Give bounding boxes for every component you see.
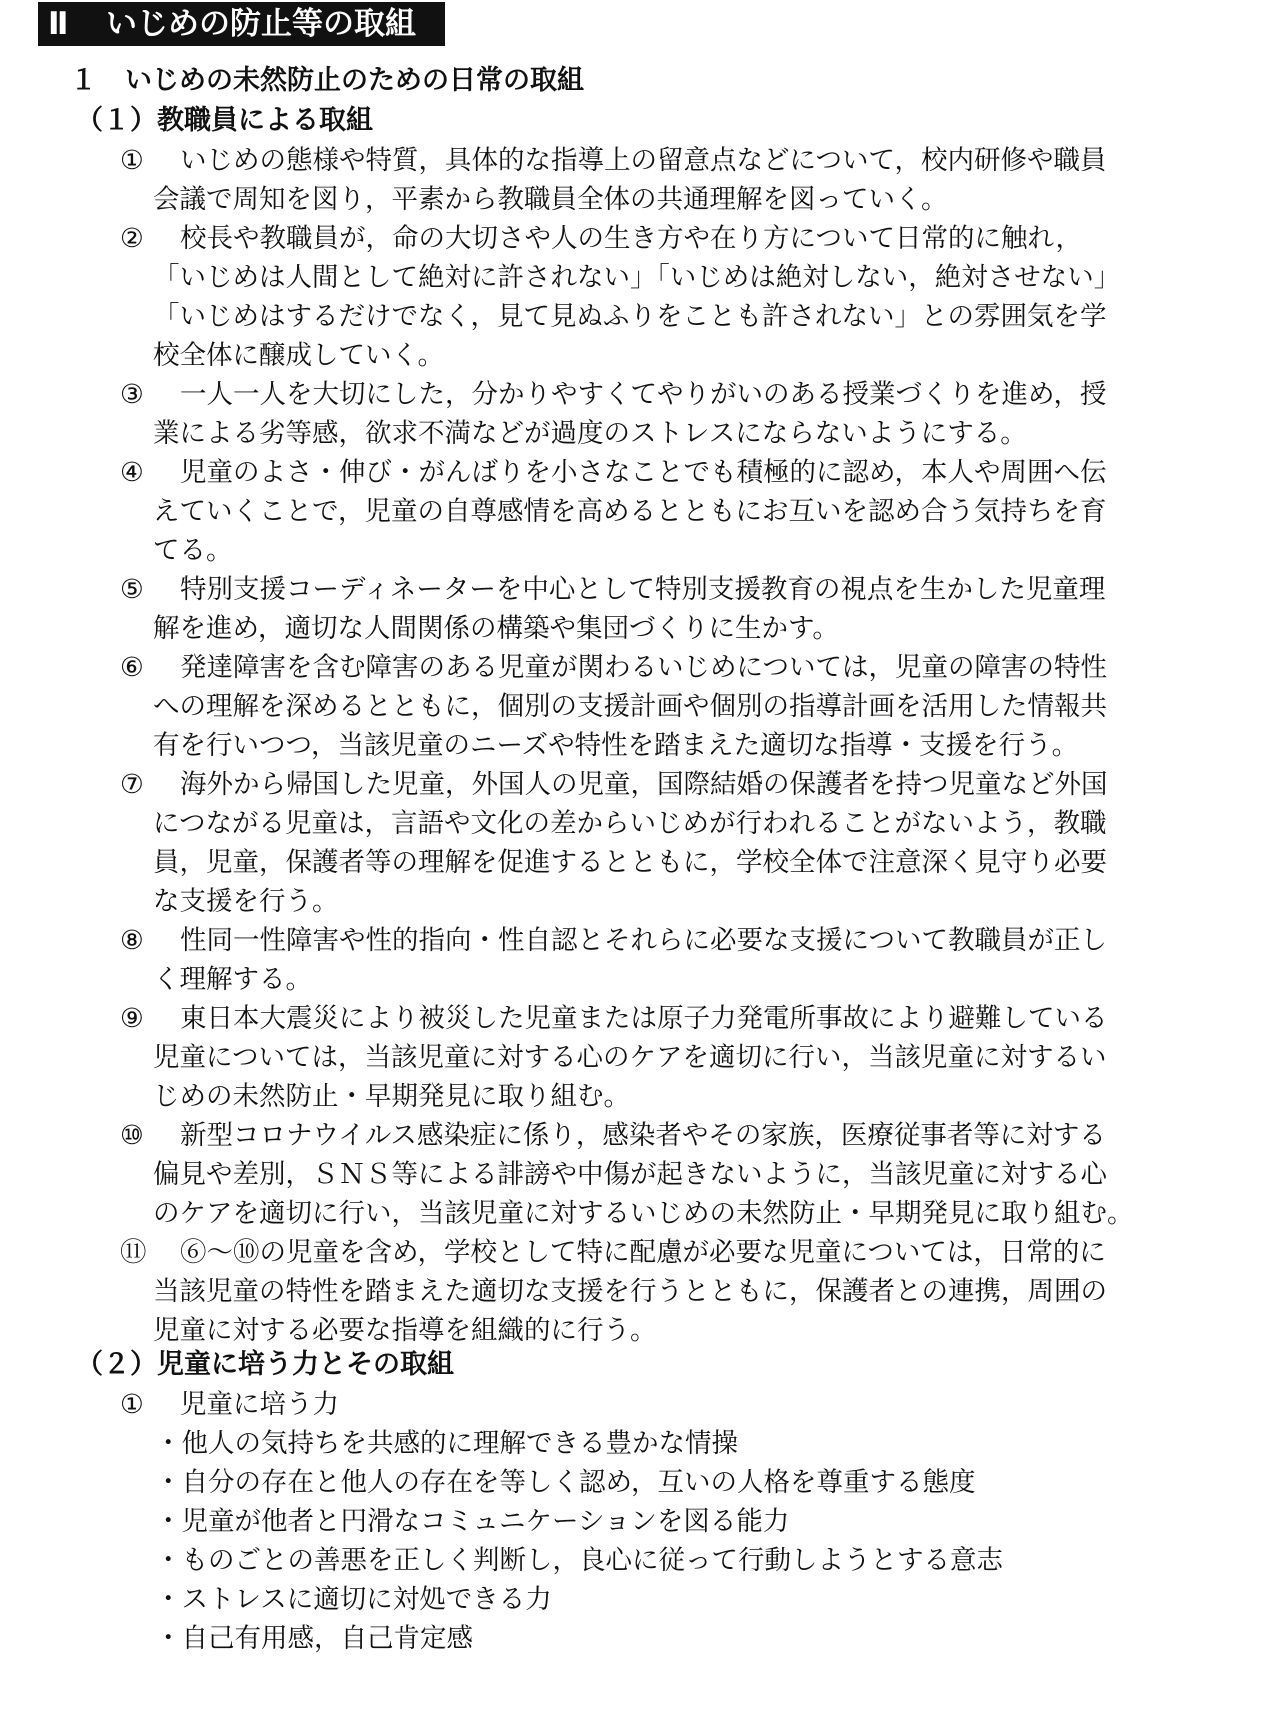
list-item [120,1233,1225,1350]
item-text: えていくことで，児童の自尊感情を高めるとともにお互いを認め合う気持ちを育 [153,496,1107,527]
item-marker: ⑤ [120,574,144,605]
item-line [120,1233,1225,1272]
chapter-number: Ⅱ [48,6,69,42]
item-line [120,1311,1225,1350]
bullet-list [155,1424,1003,1658]
item-text: 東日本大震災により被災した児童または原子力発電所事故により避難している [180,1003,1108,1034]
item-text: 児童に対する必要な指導を組織的に行う。 [153,1315,657,1346]
item-line [120,141,1225,180]
bullet-item: ・他人の気持ちを共感的に理解できる豊かな情操 [155,1428,738,1459]
item-line [120,375,1225,414]
item-text: 海外から帰国した児童，外国人の児童，国際結婚の保護者を持つ児童など外国 [180,769,1108,800]
section-number: １ [70,65,97,96]
item-marker: ⑥ [120,652,144,683]
item-text: 「いじめはするだけでなく，見て見ぬふりをことも許されない」との雰囲気を学 [153,301,1107,332]
item-text: く理解する。 [153,964,312,995]
item-text: 校長や教職員が，命の大切さや人の生き方や在り方について日常的に触れ， [180,223,1083,254]
item-line [120,687,1225,726]
item-text: 解を進め，適切な人間関係の構築や集団づくりに生かす。 [153,613,839,644]
item-line [120,999,1225,1038]
section-title: いじめの未然防止のための日常の取組 [125,65,584,96]
item-text: 有を行いつつ，当該児童のニーズや特性を踏まえた適切な指導・支援を行う。 [153,730,1079,761]
item-marker: ⑨ [120,1003,144,1034]
item-text: 偏見や差別，ＳＮＳ等による誹謗や中傷が起きないように，当該児童に対する心 [153,1159,1107,1190]
item-text: 会議で周知を図り，平素から教職員全体の共通理解を図っていく。 [153,184,948,215]
bullet-item: ・児童が他者と円滑なコミュニケーションを図る能力 [155,1506,790,1537]
item-line [120,531,1225,570]
list-item [120,570,1225,648]
item-line [120,1116,1225,1155]
item-line [120,336,1225,375]
bullet-item: ・自己有用感，自己肯定感 [155,1623,473,1654]
item-marker: ⑩ [120,1120,144,1151]
item-text: 校全体に醸成していく。 [153,340,444,371]
bullet-item: ・ものごとの善悪を正しく判断し，良心に従って行動しようとする意志 [155,1545,1003,1576]
item-text: な支援を行う。 [153,886,339,917]
item-line [120,1077,1225,1116]
item-marker: ③ [120,379,144,410]
item-line [120,219,1225,258]
item-text: 特別支援コーディネーターを中心として特別支援教育の視点を生かした児童理 [180,574,1106,605]
item-text: 業による劣等感，欲求不満などが過度のストレスにならないようにする。 [153,418,1027,449]
item-line [120,258,1225,297]
list-item [120,648,1225,765]
item-line [120,1272,1225,1311]
item-text: 児童のよさ・伸び・がんばりを小さなことでも積極的に認め，本人や周囲へ伝 [180,457,1107,488]
item-text: のケアを適切に行い，当該児童に対するいじめの未然防止・早期発見に取り組む。 [153,1198,1134,1229]
item-line [120,804,1225,843]
list-item [120,375,1225,453]
item-text: てる。 [153,535,233,566]
item-text: 発達障害を含む障害のある児童が関わるいじめについては，児童の障害の特性 [180,652,1107,683]
item-line [120,648,1225,687]
item-line [120,297,1225,336]
list-item [120,1116,1225,1233]
chapter-title: いじめの防止等の取組 [106,6,416,42]
item-text: 性同一性障害や性的指向・性自認とそれらに必要な支援について教職員が正し [180,925,1107,956]
item-text: 当該児童の特性を踏まえた適切な支援を行うとともに，保護者との連携，周囲の [153,1276,1107,1307]
list-item [120,999,1225,1116]
item-marker: ① [120,145,144,176]
item-text: につながる児童は，言語や文化の差からいじめが行われることがないよう，教職 [153,808,1107,839]
item-line [120,1038,1225,1077]
item-text: 児童に培う力 [180,1389,339,1420]
item-text: 一人一人を大切にした，分かりやすくてやりがいのある授業づくりを進め，授 [180,379,1107,410]
item-line [120,1155,1225,1194]
item-line [120,492,1225,531]
bullet-item: ・自分の存在と他人の存在を等しく認め，互いの人格を尊重する態度 [155,1467,976,1498]
item-line [120,726,1225,765]
item-text: への理解を深めるとともに，個別の支援計画や個別の指導計画を活用した情報共 [153,691,1107,722]
item-text: 新型コロナウイルス感染症に係り，感染者やその家族，医療従事者等に対する [180,1120,1106,1151]
item-line [120,921,1225,960]
item-line [120,882,1225,921]
item-text: いじめの態様や特質，具体的な指導上の留意点などについて，校内研修や職員 [180,145,1107,176]
item-line [120,1194,1225,1233]
item-line [120,180,1225,219]
item-line [120,414,1225,453]
item-marker: ② [120,223,144,254]
chapter-heading [38,2,445,46]
list-item [120,141,1225,219]
item-marker: ⑪ [120,1237,147,1268]
list-item [120,1385,1225,1424]
item-line [120,765,1225,804]
item-marker: ① [120,1389,144,1420]
item-line [120,453,1225,492]
item-marker: ④ [120,457,144,488]
item-line [120,609,1225,648]
section-heading [70,62,584,100]
list-item [120,453,1225,570]
item-marker: ⑦ [120,769,144,800]
list-item [120,219,1225,375]
item-line [120,960,1225,999]
subsection-heading-2: （２）児童に培う力とその取組 [76,1349,454,1380]
item-text: ⑥〜⑩の児童を含め，学校として特に配慮が必要な児童については，日常的に [180,1237,1106,1268]
item-line [120,843,1225,882]
item-marker: ⑧ [120,925,144,956]
item-text: 「いじめは人間として絶対に許されない」「いじめは絶対しない，絶対させない」 [153,262,1121,293]
bullet-item: ・ストレスに適切に対処できる力 [155,1584,552,1615]
item-text: じめの未然防止・早期発見に取り組む。 [153,1081,630,1112]
item-line [120,570,1225,609]
item-text: 児童については，当該児童に対する心のケアを適切に行い，当該児童に対するい [153,1042,1107,1073]
list-item [120,921,1225,999]
subsection-heading-1: （１）教職員による取組 [76,105,373,136]
item-text: 員，児童，保護者等の理解を促進するとともに，学校全体で注意深く見守り必要 [153,847,1107,878]
list-item [120,765,1225,921]
